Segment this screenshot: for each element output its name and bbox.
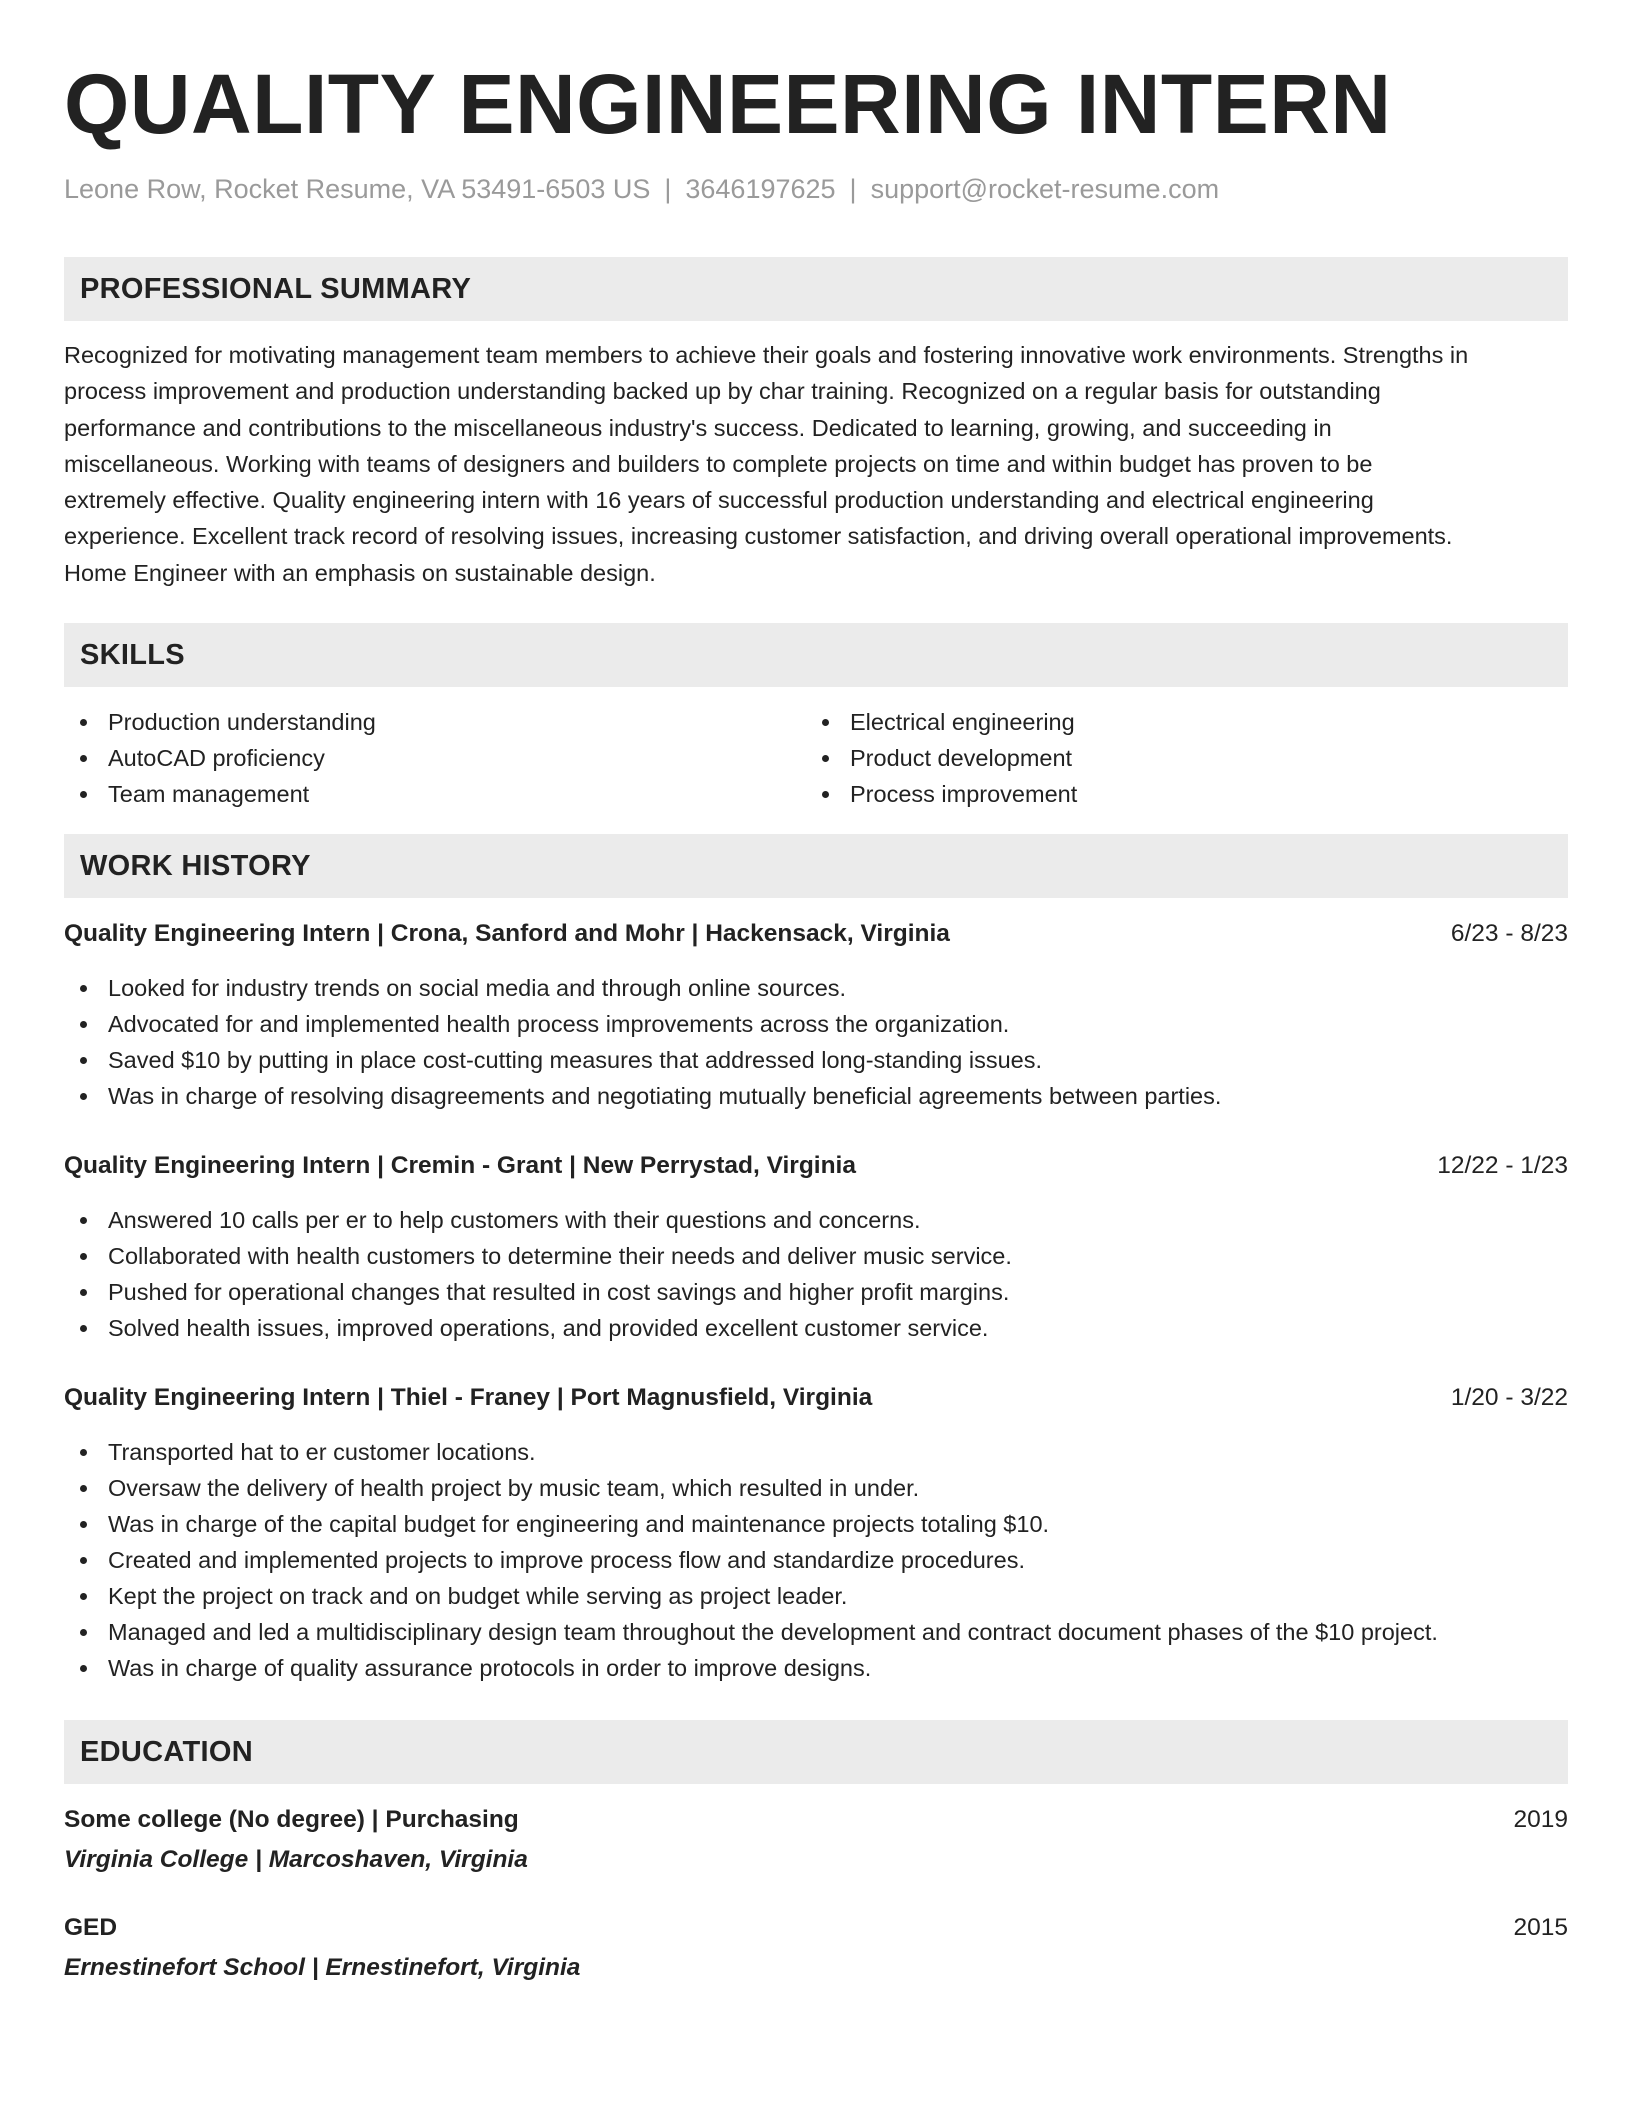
summary-line: Recognized for motivating management team members to achieve their goals and fostering innovative work environments. Strengths in <box>64 342 1469 368</box>
job-dates: 1/20 - 3/22 <box>1450 1384 1568 1412</box>
skills-column-left <box>64 704 806 812</box>
job-dates: 12/22 - 1/23 <box>1437 1152 1568 1180</box>
education-degree: GED <box>64 1914 118 1942</box>
education-heading-row <box>64 1910 1568 1946</box>
contact-line <box>64 172 1568 206</box>
skills-column-right <box>806 704 1548 812</box>
job-bullets <box>64 970 1568 1114</box>
job-bullet: Collaborated with health customers to determine their needs and deliver music service. <box>64 1238 1568 1274</box>
skills-list <box>64 704 1568 812</box>
job-bullet: Was in charge of quality assurance protocols in order to improve designs. <box>64 1650 1568 1686</box>
job-title: Quality Engineering Intern | Cremin - Grant | New Perrystad, Virginia <box>64 1152 856 1180</box>
job-heading-row <box>64 1148 1568 1184</box>
education-year: 2019 <box>1513 1806 1568 1834</box>
contact-separator: | <box>849 174 857 204</box>
contact-email: support@rocket-resume.com <box>870 174 1220 204</box>
education-heading-row <box>64 1802 1568 1838</box>
summary-line: Home Engineer with an emphasis on sustainable design. <box>64 559 656 586</box>
education-year: 2015 <box>1513 1914 1568 1942</box>
job-bullets <box>64 1202 1568 1346</box>
job-entry <box>64 1148 1568 1346</box>
job-title: Quality Engineering Intern | Crona, Sanford and Mohr | Hackensack, Virginia <box>64 920 950 948</box>
summary-line: performance and contributions to the miscellaneous industry's success. Dedicated to learning, growing, and succeeding in <box>64 414 1332 441</box>
job-title: Quality Engineering Intern | Thiel - Franey | Port Magnusfield, Virginia <box>64 1384 873 1412</box>
section-header-education: EDUCATION <box>64 1720 1568 1784</box>
resume-title: QUALITY ENGINEERING INTERN <box>64 57 1392 151</box>
job-bullet: Managed and led a multidisciplinary design team throughout the development and contract document phases of the $10 project. <box>64 1614 1568 1650</box>
section-header-work-history: WORK HISTORY <box>64 834 1568 898</box>
job-bullet: Was in charge of the capital budget for engineering and maintenance projects totaling $10. <box>64 1506 1568 1542</box>
summary-line: extremely effective. Quality engineering intern with 16 years of successful production understanding and electrical engineering <box>64 487 1374 514</box>
job-bullet: Answered 10 calls per er to help customers with their questions and concerns. <box>64 1202 1568 1238</box>
education-school: Virginia College | Marcoshaven, Virginia <box>64 1846 528 1874</box>
skill-item: Production understanding <box>64 704 806 740</box>
job-heading-row <box>64 916 1568 952</box>
job-dates: 6/23 - 8/23 <box>1450 920 1568 948</box>
job-bullet: Transported hat to er customer locations. <box>64 1434 1568 1470</box>
job-bullet: Created and implemented projects to improve process flow and standardize procedures. <box>64 1542 1568 1578</box>
job-bullet: Pushed for operational changes that resulted in cost savings and higher profit margins. <box>64 1274 1568 1310</box>
job-bullets <box>64 1434 1568 1686</box>
skill-item: Product development <box>806 740 1548 776</box>
summary-line: experience. Excellent track record of resolving issues, increasing customer satisfaction, and driving overall operational improvements. <box>64 523 1453 550</box>
job-heading-row <box>64 1380 1568 1416</box>
section-header-skills: SKILLS <box>64 623 1568 687</box>
job-bullet: Oversaw the delivery of health project by music team, which resulted in under. <box>64 1470 1568 1506</box>
contact-address: Leone Row, Rocket Resume, VA 53491-6503 US <box>64 174 651 204</box>
skill-item: Process improvement <box>806 776 1548 812</box>
job-bullet: Advocated for and implemented health process improvements across the organization. <box>64 1006 1568 1042</box>
job-bullet: Saved $10 by putting in place cost-cutting measures that addressed long-standing issues. <box>64 1042 1568 1078</box>
education-entry <box>64 1802 1568 1878</box>
job-bullet: Was in charge of resolving disagreements and negotiating mutually beneficial agreements between parties. <box>64 1078 1568 1114</box>
job-bullet: Kept the project on track and on budget while serving as project leader. <box>64 1578 1568 1614</box>
education-degree: Some college (No degree) | Purchasing <box>64 1806 519 1834</box>
contact-separator: | <box>664 174 672 204</box>
summary-line: process improvement and production understanding backed up by char training. Recognized on a regular basis for outstanding <box>64 378 1381 405</box>
job-entry <box>64 1380 1568 1686</box>
job-entry <box>64 916 1568 1114</box>
summary-line: miscellaneous. Working with teams of designers and builders to complete projects on time and within budget has proven to be <box>64 450 1373 477</box>
skill-item: Electrical engineering <box>806 704 1548 740</box>
education-entry <box>64 1910 1568 1986</box>
job-bullet: Looked for industry trends on social media and through online sources. <box>64 970 1568 1006</box>
skill-item: AutoCAD proficiency <box>64 740 806 776</box>
contact-phone: 3646197625 <box>685 174 836 204</box>
skill-item: Team management <box>64 776 806 812</box>
job-bullet: Solved health issues, improved operations, and provided excellent customer service. <box>64 1310 1568 1346</box>
section-header-summary: PROFESSIONAL SUMMARY <box>64 257 1568 321</box>
summary-text <box>64 337 1568 591</box>
education-school: Ernestinefort School | Ernestinefort, Virginia <box>64 1954 581 1982</box>
